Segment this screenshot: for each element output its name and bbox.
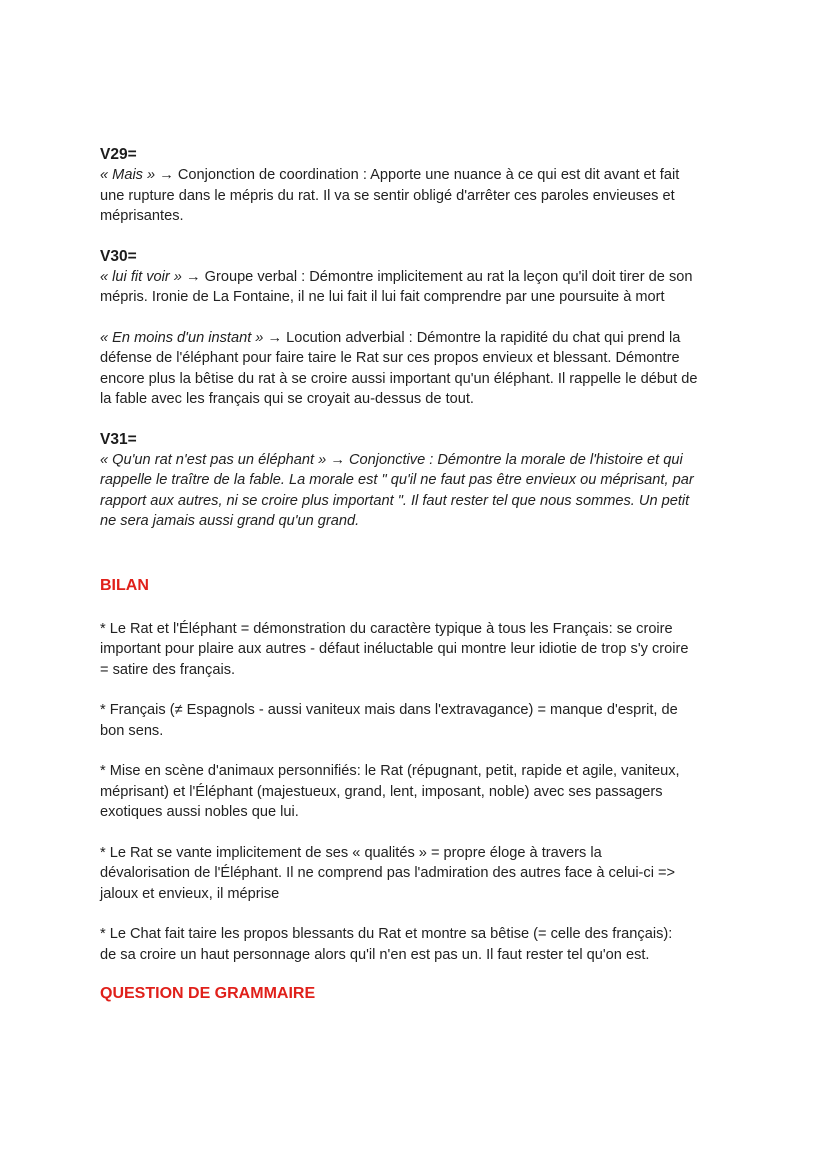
v31-line-1: « Qu'un rat n'est pas un éléphant » → Conjonctive : Démontre la morale de l'histoire et qui	[100, 451, 683, 468]
v31-heading: V31=	[100, 430, 137, 448]
bilan-item-1-line-2: important pour plaire aux autres - défaut inéluctable qui montre leur idiotie de trop s'y croire	[100, 641, 689, 657]
v30-p2-line-1-rest: → Locution adverbial : Démontre la rapidité du chat qui prend la	[263, 329, 681, 346]
v30-heading: V30=	[100, 247, 137, 265]
bilan-item-3-line-3: exotiques aussi nobles que lui.	[100, 804, 299, 820]
v30-p2-line-2: défense de l'éléphant pour faire taire le Rat sur ces propos envieux et blessant. Démontre	[100, 350, 680, 366]
bilan-item-4-line-3: jaloux et envieux, il méprise	[100, 885, 280, 902]
v31-line-3: rapport aux autres, ni se croire plus important ". Il faut rester tel que nous sommes. Un petit	[100, 492, 690, 509]
v30-line-1	[100, 267, 740, 288]
v31-line-2: rappelle le traître de la fable. La morale est " qu'il ne faut pas être envieux ou méprisant, par	[100, 472, 694, 488]
v29-line-1	[100, 165, 740, 186]
v29-quote: « Mais »	[100, 167, 156, 183]
section-v31	[100, 430, 740, 532]
bilan-item	[100, 619, 740, 681]
bilan-heading: BILAN	[100, 576, 149, 594]
section-v29	[100, 145, 740, 227]
document-page	[100, 145, 740, 1005]
bilan-item-5-line-1: * Le Chat fait taire les propos blessants du Rat et montre sa bêtise (= celle des français):	[100, 926, 673, 942]
v31-line-4: ne sera jamais aussi grand qu'un grand.	[100, 513, 360, 529]
v29-line-1-rest: → Conjonction de coordination : Apporte une nuance à ce qui est dit avant et fait	[155, 167, 680, 183]
section-bilan	[100, 575, 740, 966]
bilan-item-1-line-3: = satire des français.	[100, 661, 236, 678]
v30-p2-line-1	[100, 328, 740, 349]
bilan-item-2-line-1: * Français (≠ Espagnols - aussi vaniteux mais dans l'extravagance) = manque d'esprit, de	[100, 702, 678, 718]
bilan-item-3-line-1: * Mise en scène d'animaux personnifiés: le Rat (répugnant, petit, rapide et agile, vaniteux,	[100, 763, 680, 779]
v30-quote: « lui fit voir »	[100, 268, 182, 285]
bilan-item-3-line-2: méprisant) et l'Éléphant (majestueux, grand, lent, imposant, noble) avec ses passagers	[100, 783, 663, 800]
bilan-item	[100, 761, 740, 823]
grammar-heading: QUESTION DE GRAMMAIRE	[100, 985, 316, 1002]
bilan-item	[100, 843, 740, 905]
section-v30	[100, 247, 740, 410]
v30-p2-quote: « En moins d'un instant »	[100, 329, 264, 346]
v29-heading: V29=	[100, 146, 137, 163]
v30-line-2: mépris. Ironie de La Fontaine, il ne lui fait il lui fait comprendre par une poursuite à mort	[100, 289, 665, 305]
bilan-item-2-line-2: bon sens.	[100, 722, 164, 739]
v30-line-1-rest: → Groupe verbal : Démontre implicitement au rat la leçon qu'il doit tirer de son	[181, 268, 693, 285]
bilan-item-4-line-1: * Le Rat se vante implicitement de ses « qualités » = propre éloge à travers la	[100, 844, 602, 861]
bilan-item-4-line-2: dévalorisation de l'Éléphant. Il ne comprend pas l'admiration des autres face à celui-ci =>	[100, 865, 676, 881]
v30-p2-line-3: encore plus la bêtise du rat à se croire aussi important qu'un éléphant. Il rappelle le début de	[100, 370, 698, 387]
v29-line-3: méprisantes.	[100, 208, 184, 224]
v30-p2-line-4: la fable avec les français qui se croyait au-dessus de tout.	[100, 391, 474, 407]
bilan-item-1-line-1: * Le Rat et l'Éléphant = démonstration du caractère typique à tous les Français: se croire	[100, 620, 673, 637]
bilan-item-5-line-2: de sa croire un haut personnage alors qu'il n'en est pas un. Il faut rester tel qu'on est.	[100, 946, 650, 963]
v29-line-2: une rupture dans le mépris du rat. Il va se sentir obligé d'arrêter ces paroles envieuses et	[100, 187, 675, 204]
bilan-item	[100, 700, 740, 741]
bilan-item	[100, 924, 740, 965]
